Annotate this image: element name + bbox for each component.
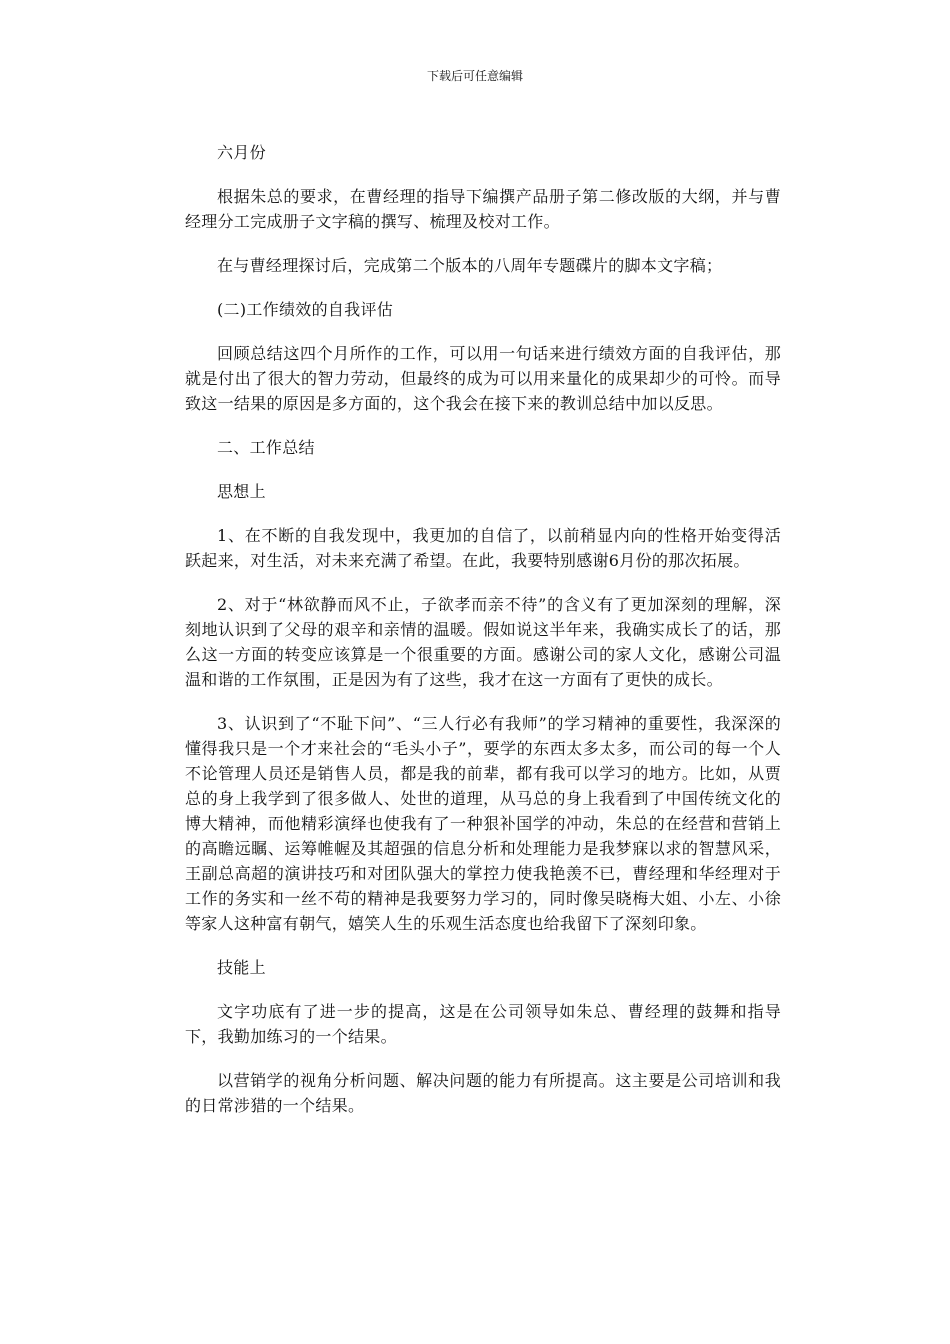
section-heading-work-summary: 二、工作总结 bbox=[217, 438, 315, 457]
paragraph: 文字功底有了进一步的提高，这是在公司领导如朱总、曹经理的鼓舞和指导下，我勤加练习的一个结果。 bbox=[185, 1002, 781, 1046]
paragraph: 回顾总结这四个月所作的工作，可以用一句话来进行绩效方面的自我评估，那就是付出了很大的智力劳动，但最终的成为可以用来量化的成果却少的可怜。而导致这一结果的原因是多方面的，这个我会在接下来的教训总结中加以反思。 bbox=[185, 344, 781, 413]
section-label-june: 六月份 bbox=[217, 143, 266, 162]
section-heading-self-evaluation: (二)工作绩效的自我评估 bbox=[217, 300, 394, 319]
document-body bbox=[185, 140, 781, 1137]
paragraph: 3、认识到了“不耻下问”、“三人行必有我师”的学习精神的重要性，我深深的懂得我只是一个才来社会的“毛头小子”，要学的东西太多太多，而公司的每一个人不论管理人员还是销售人员，都是我的前辈，都有我可以学习的地方。比如，从贾总的身上我学到了很多做人、处世的道理，从马总的身上我看到了中国传统文化的博大精神，而他精彩演绎也使我有了一种狠补国学的冲动，朱总的在经营和营销上的高瞻远瞩、运筹帷幄及其超强的信息分析和处理能力是我梦寐以求的智慧风采，王副总高超的演讲技巧和对团队强大的掌控力使我艳羡不已，曹经理和华经理对于工作的务实和一丝不苟的精神是我要努力学习的，同时像吴晓梅大姐、小左、小徐等家人这种富有朝气，嬉笑人生的乐观生活态度也给我留下了深刻印象。 bbox=[185, 714, 781, 933]
subheading-thought: 思想上 bbox=[217, 482, 266, 501]
paragraph: 2、对于“林欲静而风不止，子欲孝而亲不待”的含义有了更加深刻的理解，深刻地认识到了父母的艰辛和亲情的温暖。假如说这半年来，我确实成长了的话，那么这一方面的转变应该算是一个很重要的方面。感谢公司的家人文化，感谢公司温温和谐的工作氛围，正是因为有了这些，我才在这一方面有了更快的成长。 bbox=[185, 595, 781, 689]
paragraph: 根据朱总的要求，在曹经理的指导下编撰产品册子第二修改版的大纲，并与曹经理分工完成册子文字稿的撰写、梳理及校对工作。 bbox=[185, 187, 781, 231]
paragraph: 1、在不断的自我发现中，我更加的自信了，以前稍显内向的性格开始变得活跃起来，对生活，对未来充满了希望。在此，我要特别感谢6月份的那次拓展。 bbox=[185, 526, 781, 570]
paragraph: 在与曹经理探讨后，完成第二个版本的八周年专题碟片的脚本文字稿； bbox=[217, 256, 723, 275]
subheading-skills: 技能上 bbox=[217, 958, 266, 977]
page-header: 下载后可任意编辑 bbox=[426, 69, 523, 83]
paragraph: 以营销学的视角分析问题、解决问题的能力有所提高。这主要是公司培训和我的日常涉猎的一个结果。 bbox=[185, 1071, 781, 1115]
